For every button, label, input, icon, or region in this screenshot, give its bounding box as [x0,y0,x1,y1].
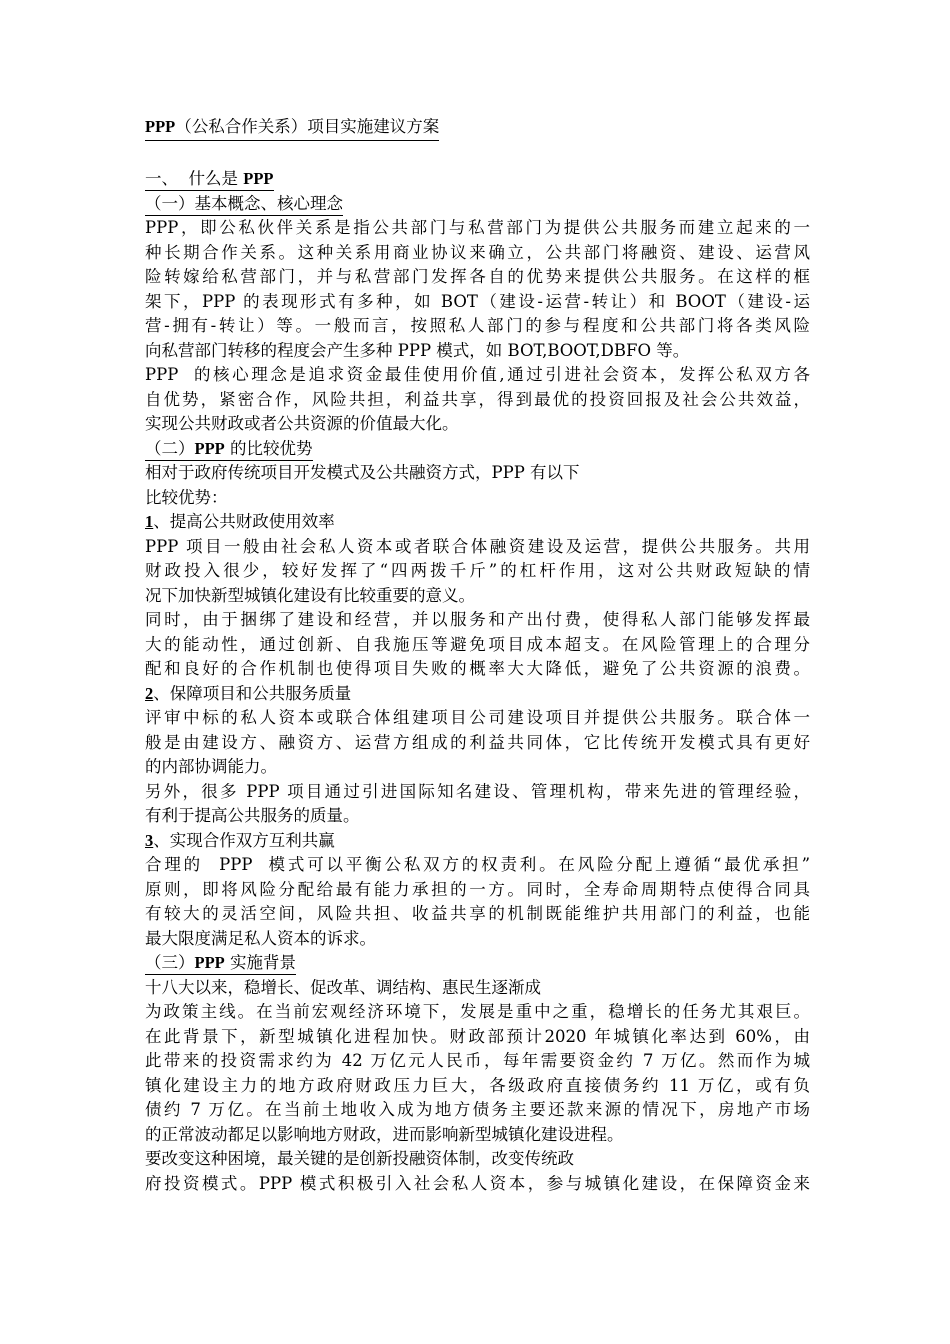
paragraph-line: 另外，很多 PPP 项目通过引进国际知名建设、管理机构，带来先进的管理经验， [145,781,810,801]
paragraph-line: PPP，即公私伙伴关系是指公共部门与私营部门为提供公共服务而建立起来的一 [145,218,810,237]
list-item-1-text: 、提高公共财政使用效率 [153,512,335,531]
list-item-2-number: 2 [145,683,154,703]
paragraph-line: 实现公共财政或者公共资源的价值最大化。 [145,414,459,433]
paragraph-line: PPP 项目一般由社会私人资本或者联合体融资建设及运营，提供公共服务。共用 [145,536,810,556]
subheading-3 [145,951,810,976]
section-heading-1-prefix: 一、 什么是 [145,169,244,188]
paragraph-line: 合理的 PPP 模式可以平衡公私双方的权责利。在风险分配上遵循“最优承担” [145,855,810,874]
paragraph-4 [145,535,810,609]
paragraph-10 [145,1000,810,1147]
list-item-3-heading [145,829,810,854]
paragraph-line: 在此背景下，新型城镇化进程加快。财政部预计2020 年城镇化率达到 60%，由 [145,1026,810,1046]
paragraph-line: 的内部协调能力。 [145,757,277,776]
subheading-3-suffix: 实施背景 [224,953,296,972]
paragraph-12 [145,1172,810,1197]
paragraph-line: 种长期合作关系。这种关系用商业协议来确立，公共部门将融资、建设、运营风 [145,242,810,262]
paragraph-line: 配和良好的合作机制也使得项目失败的概率大大降低，避免了公共资源的浪费。 [145,659,810,678]
section-heading-1 [145,167,810,192]
list-item-1-heading [145,510,810,535]
title-rest: （公私合作关系）项目实施建议方案 [175,117,440,136]
section-heading-1-bold: PPP [243,169,274,188]
subheading-3-bold: PPP [194,953,225,972]
document-title [145,114,439,141]
paragraph-line: 此带来的投资需求约为 42 万亿元人民币，每年需要资金约 7 万亿。然而作为城 [145,1051,810,1070]
list-item-3-number: 3 [145,830,154,850]
paragraph-line: 原则，即将风险分配给最有能力承担的一方。同时，全寿命周期特点使得合同具 [145,879,810,899]
paragraph-7 [145,780,810,829]
paragraph-line: 要改变这种困境，最关键的是创新投融资体制，改变传统政 [145,1149,574,1168]
paragraph-2 [145,363,810,437]
paragraph-line: 大的能动性，通过创新、自我施压等避免项目成本超支。在风险管理上的合理分 [145,634,810,654]
paragraph-8 [145,853,810,951]
subheading-2-underline [145,438,313,461]
paragraph-line: 自优势，紧密合作，风险共担，利益共享，得到最优的投资回报及社会公共效益， [145,389,810,409]
section-heading-1-underline [145,168,274,191]
subheading-3-underline [145,952,296,975]
list-item-3-text: 、实现合作双方互利共赢 [153,830,335,850]
paragraph-line: 评审中标的私人资本或联合体组建项目公司建设项目并提供公共服务。联合体一 [145,708,810,727]
spacer [145,141,810,167]
list-item-1-number: 1 [145,512,154,531]
list-item-2-text: 、保障项目和公共服务质量 [153,683,352,703]
subheading-2-bold: PPP [194,438,225,458]
paragraph-5 [145,608,810,682]
subheading-2 [145,437,810,462]
subheading-2-prefix: （二） [145,438,195,458]
paragraph-line: 财政投入很少，较好发挥了“四两拨千斤”的杠杆作用，这对公共财政短缺的情 [145,561,810,580]
paragraph-line: 营-拥有-转让）等。一般而言，按照私人部门的参与程度和公共部门将各类风险 [145,316,810,335]
paragraph-line: 险转嫁给私营部门，并与私营部门发挥各自的优势来提供公共服务。在这样的框 [145,267,810,286]
paragraph-line: 有较大的灵活空间，风险共担、收益共享的机制既能维护共用部门的利益，也能 [145,904,810,923]
paragraph-line: 府投资模式。PPP 模式积极引入社会私人资本，参与城镇化建设，在保障资金来 [145,1173,810,1193]
subheading-1-text: （一）基本概念、核心理念 [145,193,343,216]
paragraph-line: 最大限度满足私人资本的诉求。 [145,928,376,948]
paragraph-line: 同时，由于捆绑了建设和经营，并以服务和产出付费，使得私人部门能够发挥最 [145,610,810,629]
paragraph-3 [145,461,810,510]
subheading-1 [145,192,810,217]
title-bold: PPP [145,117,176,136]
document-page [145,114,810,1196]
paragraph-line: 般是由建设方、融资方、运营方组成的利益共同体，它比传统开发模式具有更好 [145,732,810,752]
paragraph-line: 相对于政府传统项目开发模式及公共融资方式，PPP 有以下 [145,463,580,482]
paragraph-line: 镇化建设主力的地方政府财政压力巨大，各级政府直接债务约 11 万亿，或有负 [145,1075,810,1095]
paragraph-line: 有利于提高公共服务的质量。 [145,806,360,825]
paragraph-9 [145,976,810,1001]
paragraph-line: 向私营部门转移的程度会产生多种 PPP 模式，如 BOT,BOOT,DBFO 等。 [145,340,690,360]
paragraph-6 [145,706,810,780]
paragraph-line: 债约 7 万亿。在当前土地收入成为地方债务主要还款来源的情况下，房地产市场 [145,1100,810,1119]
subheading-2-suffix: 的比较优势 [224,438,313,458]
subheading-3-prefix: （三） [145,953,195,972]
paragraph-line: 十八大以来，稳增长、促改革、调结构、惠民生逐渐成 [145,977,541,997]
paragraph-line: 架下，PPP 的表现形式有多种，如 BOT（建设-运营-转让）和 BOOT（建设-运 [145,291,810,311]
paragraph-line: PPP 的核心理念是追求资金最佳使用价值,通过引进社会资本，发挥公私双方各 [145,365,810,384]
paragraph-line: 比较优势： [145,487,228,507]
paragraph-line: 为政策主线。在当前宏观经济环境下，发展是重中之重，稳增长的任务尤其艰巨。 [145,1002,810,1021]
list-item-2-heading [145,682,810,707]
paragraph-1 [145,216,810,363]
paragraph-line: 况下加快新型城镇化建设有比较重要的意义。 [145,585,475,605]
paragraph-line: 的正常波动都足以影响地方财政，进而影响新型城镇化建设进程。 [145,1124,624,1144]
paragraph-11 [145,1147,810,1172]
